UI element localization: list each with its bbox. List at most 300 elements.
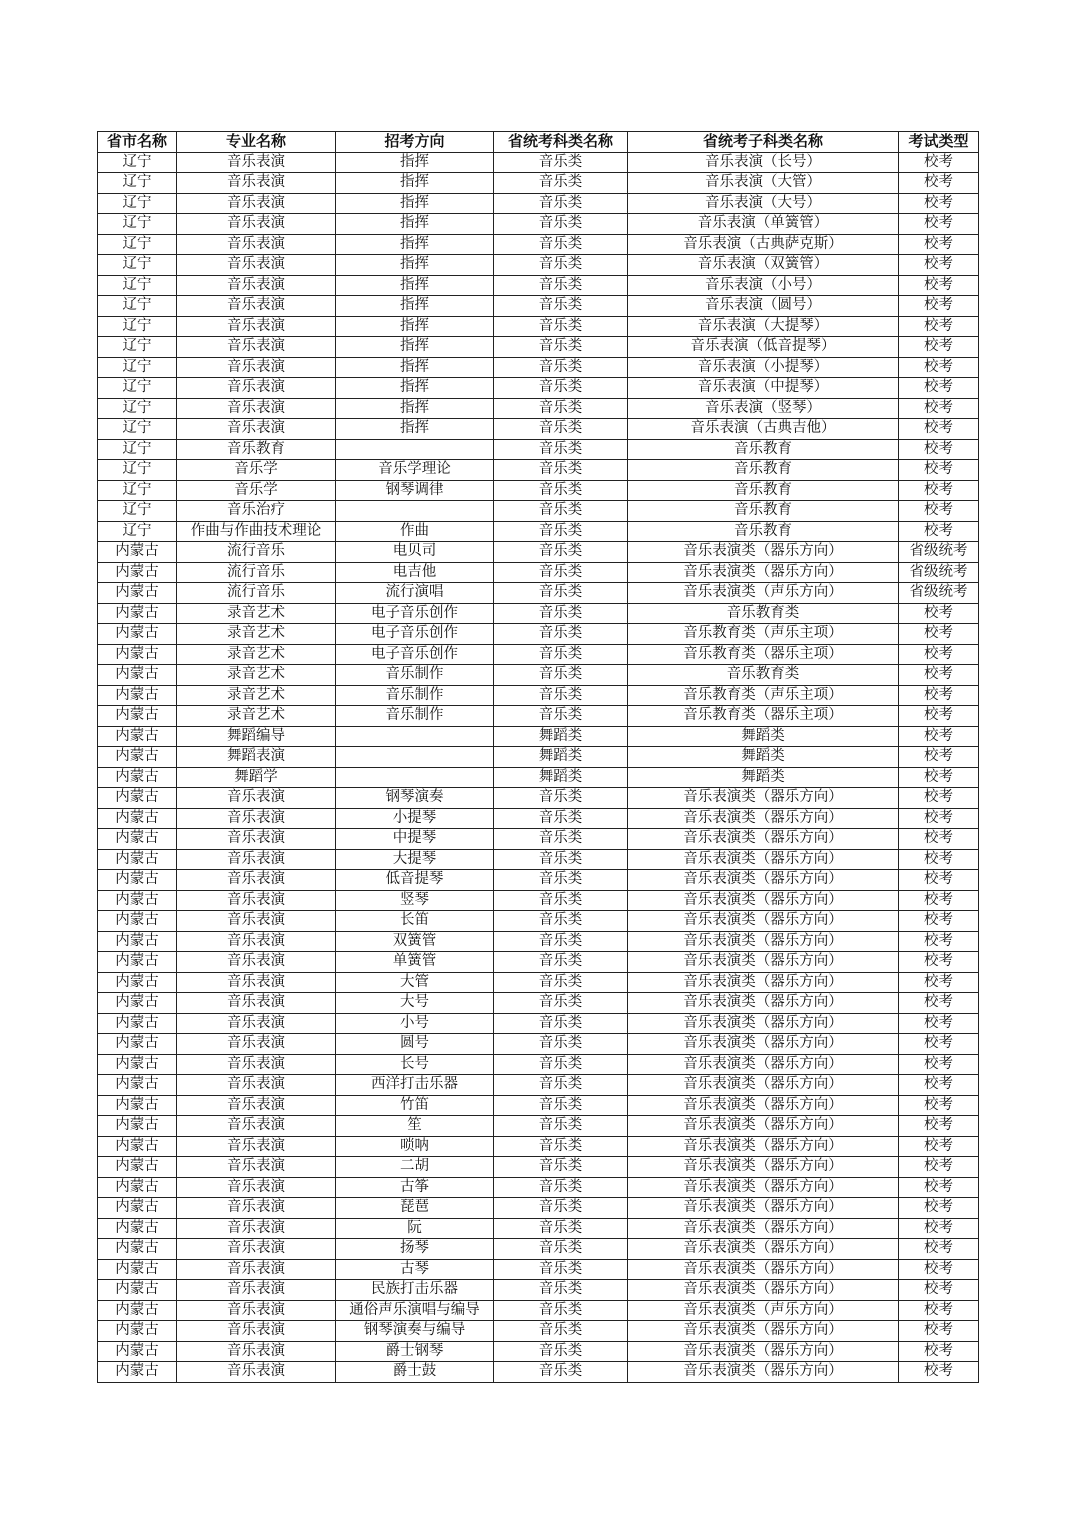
cell-subcategory: 音乐表演（古典萨克斯）	[628, 234, 899, 255]
table-row	[98, 1218, 979, 1239]
cell-province: 内蒙古	[98, 665, 177, 686]
cell-major: 音乐表演	[177, 870, 336, 891]
cell-exam-type: 校考	[899, 275, 979, 296]
cell-major: 音乐表演	[177, 1280, 336, 1301]
cell-exam-type: 校考	[899, 911, 979, 932]
cell-major: 音乐教育	[177, 439, 336, 460]
cell-province: 内蒙古	[98, 911, 177, 932]
cell-province: 内蒙古	[98, 583, 177, 604]
cell-major: 音乐学	[177, 480, 336, 501]
cell-category: 音乐类	[494, 419, 628, 440]
table-row	[98, 480, 979, 501]
cell-exam-type: 校考	[899, 357, 979, 378]
cell-subcategory: 音乐表演类（器乐方向）	[628, 952, 899, 973]
cell-exam-type: 省级统考	[899, 583, 979, 604]
cell-direction: 中提琴	[336, 829, 494, 850]
cell-direction: 指挥	[336, 234, 494, 255]
cell-category: 音乐类	[494, 952, 628, 973]
cell-direction: 指挥	[336, 316, 494, 337]
cell-province: 辽宁	[98, 275, 177, 296]
table-row	[98, 562, 979, 583]
cell-subcategory: 音乐表演（小提琴）	[628, 357, 899, 378]
cell-category: 音乐类	[494, 685, 628, 706]
cell-exam-type: 校考	[899, 1054, 979, 1075]
cell-category: 音乐类	[494, 234, 628, 255]
cell-subcategory: 音乐教育	[628, 501, 899, 522]
table-row	[98, 603, 979, 624]
cell-exam-type: 校考	[899, 870, 979, 891]
cell-exam-type: 校考	[899, 1116, 979, 1137]
cell-province: 内蒙古	[98, 1034, 177, 1055]
cell-subcategory: 音乐表演类（器乐方向）	[628, 911, 899, 932]
cell-direction: 指挥	[336, 337, 494, 358]
cell-category: 音乐类	[494, 173, 628, 194]
cell-major: 音乐治疗	[177, 501, 336, 522]
cell-exam-type: 校考	[899, 1280, 979, 1301]
cell-exam-type: 校考	[899, 378, 979, 399]
table-row	[98, 849, 979, 870]
cell-subcategory: 音乐表演（大提琴）	[628, 316, 899, 337]
cell-subcategory: 音乐表演（小号）	[628, 275, 899, 296]
cell-major: 音乐表演	[177, 1157, 336, 1178]
cell-exam-type: 校考	[899, 480, 979, 501]
cell-exam-type: 校考	[899, 1013, 979, 1034]
cell-subcategory: 音乐表演类（器乐方向）	[628, 870, 899, 891]
cell-province: 辽宁	[98, 378, 177, 399]
table-row	[98, 419, 979, 440]
table-row	[98, 152, 979, 173]
cell-subcategory: 音乐表演类（器乐方向）	[628, 1075, 899, 1096]
cell-category: 音乐类	[494, 275, 628, 296]
cell-province: 辽宁	[98, 193, 177, 214]
cell-direction: 大提琴	[336, 849, 494, 870]
cell-direction	[336, 501, 494, 522]
cell-category: 音乐类	[494, 1054, 628, 1075]
table-row	[98, 460, 979, 481]
cell-major: 音乐表演	[177, 255, 336, 276]
cell-major: 音乐表演	[177, 808, 336, 829]
cell-direction	[336, 439, 494, 460]
cell-province: 内蒙古	[98, 706, 177, 727]
cell-category: 音乐类	[494, 788, 628, 809]
cell-direction: 单簧管	[336, 952, 494, 973]
table-row	[98, 1054, 979, 1075]
cell-province: 内蒙古	[98, 562, 177, 583]
cell-exam-type: 校考	[899, 1075, 979, 1096]
cell-category: 音乐类	[494, 911, 628, 932]
cell-major: 音乐表演	[177, 378, 336, 399]
cell-category: 音乐类	[494, 624, 628, 645]
cell-province: 内蒙古	[98, 952, 177, 973]
cell-major: 录音艺术	[177, 706, 336, 727]
table-row	[98, 1136, 979, 1157]
header-province: 省市名称	[98, 132, 177, 153]
cell-exam-type: 校考	[899, 808, 979, 829]
cell-province: 辽宁	[98, 296, 177, 317]
cell-exam-type: 校考	[899, 1259, 979, 1280]
table-row	[98, 357, 979, 378]
cell-direction: 指挥	[336, 419, 494, 440]
cell-major: 音乐表演	[177, 419, 336, 440]
cell-direction: 电贝司	[336, 542, 494, 563]
cell-subcategory: 音乐表演类（器乐方向）	[628, 1054, 899, 1075]
table-row	[98, 1362, 979, 1383]
cell-exam-type: 校考	[899, 1218, 979, 1239]
table-row	[98, 624, 979, 645]
cell-major: 音乐表演	[177, 1198, 336, 1219]
cell-major: 音乐表演	[177, 1259, 336, 1280]
cell-category: 音乐类	[494, 1362, 628, 1383]
cell-major: 音乐表演	[177, 296, 336, 317]
cell-direction: 大号	[336, 993, 494, 1014]
cell-major: 音乐表演	[177, 337, 336, 358]
table-row	[98, 706, 979, 727]
cell-province: 内蒙古	[98, 542, 177, 563]
cell-province: 辽宁	[98, 173, 177, 194]
cell-exam-type: 校考	[899, 767, 979, 788]
cell-exam-type: 校考	[899, 234, 979, 255]
cell-direction: 竹笛	[336, 1095, 494, 1116]
cell-exam-type: 校考	[899, 747, 979, 768]
cell-subcategory: 音乐表演（古典吉他）	[628, 419, 899, 440]
table-row	[98, 1157, 979, 1178]
cell-province: 内蒙古	[98, 870, 177, 891]
cell-category: 音乐类	[494, 542, 628, 563]
cell-category: 舞蹈类	[494, 747, 628, 768]
cell-province: 内蒙古	[98, 1054, 177, 1075]
cell-direction: 音乐制作	[336, 685, 494, 706]
cell-major: 音乐表演	[177, 1116, 336, 1137]
cell-exam-type: 校考	[899, 316, 979, 337]
cell-subcategory: 音乐表演类（器乐方向）	[628, 1280, 899, 1301]
cell-province: 内蒙古	[98, 747, 177, 768]
cell-exam-type: 校考	[899, 788, 979, 809]
cell-direction: 古筝	[336, 1177, 494, 1198]
cell-major: 录音艺术	[177, 644, 336, 665]
cell-direction: 大管	[336, 972, 494, 993]
cell-category: 音乐类	[494, 1300, 628, 1321]
cell-province: 内蒙古	[98, 726, 177, 747]
cell-major: 音乐表演	[177, 1075, 336, 1096]
cell-subcategory: 舞蹈类	[628, 726, 899, 747]
table-row	[98, 1321, 979, 1342]
cell-subcategory: 音乐表演（大号）	[628, 193, 899, 214]
cell-category: 音乐类	[494, 603, 628, 624]
cell-direction: 民族打击乐器	[336, 1280, 494, 1301]
cell-category: 音乐类	[494, 398, 628, 419]
cell-exam-type: 校考	[899, 665, 979, 686]
cell-direction	[336, 767, 494, 788]
cell-direction: 指挥	[336, 152, 494, 173]
cell-exam-type: 校考	[899, 1300, 979, 1321]
cell-subcategory: 音乐表演（大管）	[628, 173, 899, 194]
cell-major: 舞蹈表演	[177, 747, 336, 768]
cell-major: 音乐表演	[177, 1341, 336, 1362]
cell-direction: 古琴	[336, 1259, 494, 1280]
cell-major: 音乐表演	[177, 316, 336, 337]
table-row	[98, 952, 979, 973]
cell-category: 音乐类	[494, 1321, 628, 1342]
cell-category: 音乐类	[494, 1095, 628, 1116]
cell-exam-type: 省级统考	[899, 562, 979, 583]
cell-category: 音乐类	[494, 501, 628, 522]
cell-subcategory: 音乐表演类（器乐方向）	[628, 931, 899, 952]
cell-category: 音乐类	[494, 972, 628, 993]
cell-direction: 指挥	[336, 357, 494, 378]
cell-subcategory: 音乐教育类（器乐主项）	[628, 644, 899, 665]
cell-category: 音乐类	[494, 931, 628, 952]
cell-province: 内蒙古	[98, 1136, 177, 1157]
cell-category: 音乐类	[494, 1157, 628, 1178]
cell-subcategory: 音乐表演（竖琴）	[628, 398, 899, 419]
cell-direction: 指挥	[336, 275, 494, 296]
cell-exam-type: 校考	[899, 214, 979, 235]
cell-exam-type: 校考	[899, 1157, 979, 1178]
cell-category: 音乐类	[494, 993, 628, 1014]
admissions-table	[97, 131, 979, 1383]
cell-major: 音乐表演	[177, 788, 336, 809]
cell-major: 音乐表演	[177, 275, 336, 296]
table-row	[98, 931, 979, 952]
cell-direction: 电子音乐创作	[336, 644, 494, 665]
cell-direction: 扬琴	[336, 1239, 494, 1260]
cell-category: 音乐类	[494, 193, 628, 214]
table-row	[98, 890, 979, 911]
cell-direction: 钢琴演奏与编导	[336, 1321, 494, 1342]
cell-province: 辽宁	[98, 419, 177, 440]
cell-direction: 通俗声乐演唱与编导	[336, 1300, 494, 1321]
cell-subcategory: 音乐表演类（器乐方向）	[628, 1321, 899, 1342]
table-row	[98, 767, 979, 788]
cell-subcategory: 音乐表演类（器乐方向）	[628, 1034, 899, 1055]
cell-category: 音乐类	[494, 665, 628, 686]
table-row	[98, 1095, 979, 1116]
cell-subcategory: 音乐表演（长号）	[628, 152, 899, 173]
cell-subcategory: 音乐教育	[628, 521, 899, 542]
cell-direction	[336, 726, 494, 747]
cell-exam-type: 校考	[899, 624, 979, 645]
cell-province: 内蒙古	[98, 685, 177, 706]
table-row	[98, 214, 979, 235]
cell-major: 音乐表演	[177, 1054, 336, 1075]
cell-major: 音乐表演	[177, 849, 336, 870]
cell-subcategory: 音乐表演类（器乐方向）	[628, 1239, 899, 1260]
table-row	[98, 255, 979, 276]
cell-exam-type: 校考	[899, 685, 979, 706]
cell-subcategory: 音乐表演类（器乐方向）	[628, 1198, 899, 1219]
cell-exam-type: 校考	[899, 849, 979, 870]
cell-direction: 爵士钢琴	[336, 1341, 494, 1362]
table-row	[98, 1116, 979, 1137]
cell-category: 音乐类	[494, 1075, 628, 1096]
cell-major: 音乐表演	[177, 1177, 336, 1198]
cell-direction: 琵琶	[336, 1198, 494, 1219]
cell-exam-type: 校考	[899, 952, 979, 973]
cell-province: 辽宁	[98, 337, 177, 358]
table-row	[98, 1013, 979, 1034]
cell-exam-type: 校考	[899, 603, 979, 624]
table-row	[98, 1034, 979, 1055]
cell-subcategory: 舞蹈类	[628, 747, 899, 768]
cell-direction: 笙	[336, 1116, 494, 1137]
cell-category: 音乐类	[494, 870, 628, 891]
cell-subcategory: 音乐表演类（器乐方向）	[628, 1218, 899, 1239]
table-row	[98, 337, 979, 358]
cell-province: 辽宁	[98, 460, 177, 481]
cell-category: 音乐类	[494, 1013, 628, 1034]
table-row	[98, 644, 979, 665]
cell-exam-type: 校考	[899, 644, 979, 665]
table-row	[98, 542, 979, 563]
cell-subcategory: 音乐表演类（器乐方向）	[628, 993, 899, 1014]
cell-exam-type: 校考	[899, 972, 979, 993]
cell-subcategory: 音乐表演类（器乐方向）	[628, 1095, 899, 1116]
cell-subcategory: 音乐教育	[628, 460, 899, 481]
cell-major: 音乐表演	[177, 1034, 336, 1055]
cell-subcategory: 舞蹈类	[628, 767, 899, 788]
table-row	[98, 398, 979, 419]
table-row	[98, 521, 979, 542]
cell-major: 音乐表演	[177, 357, 336, 378]
cell-exam-type: 校考	[899, 152, 979, 173]
cell-category: 音乐类	[494, 521, 628, 542]
cell-direction: 指挥	[336, 378, 494, 399]
cell-subcategory: 音乐表演（低音提琴）	[628, 337, 899, 358]
cell-major: 舞蹈学	[177, 767, 336, 788]
cell-exam-type: 校考	[899, 1239, 979, 1260]
cell-category: 音乐类	[494, 1341, 628, 1362]
cell-category: 音乐类	[494, 460, 628, 481]
cell-subcategory: 音乐表演类（器乐方向）	[628, 829, 899, 850]
cell-subcategory: 音乐教育类	[628, 665, 899, 686]
cell-subcategory: 音乐表演（双簧管）	[628, 255, 899, 276]
cell-category: 音乐类	[494, 255, 628, 276]
cell-direction: 二胡	[336, 1157, 494, 1178]
cell-major: 音乐表演	[177, 234, 336, 255]
cell-direction: 电吉他	[336, 562, 494, 583]
cell-category: 音乐类	[494, 296, 628, 317]
cell-category: 音乐类	[494, 439, 628, 460]
cell-direction: 阮	[336, 1218, 494, 1239]
cell-category: 音乐类	[494, 1177, 628, 1198]
table-row	[98, 1075, 979, 1096]
cell-major: 音乐学	[177, 460, 336, 481]
cell-major: 音乐表演	[177, 1239, 336, 1260]
header-major: 专业名称	[177, 132, 336, 153]
cell-province: 内蒙古	[98, 993, 177, 1014]
table-row	[98, 870, 979, 891]
cell-subcategory: 音乐表演类（器乐方向）	[628, 1341, 899, 1362]
cell-exam-type: 校考	[899, 501, 979, 522]
cell-subcategory: 音乐表演类（声乐方向）	[628, 1300, 899, 1321]
cell-province: 内蒙古	[98, 1177, 177, 1198]
cell-province: 辽宁	[98, 234, 177, 255]
cell-province: 内蒙古	[98, 1280, 177, 1301]
table-row	[98, 583, 979, 604]
cell-province: 内蒙古	[98, 1013, 177, 1034]
cell-direction: 长笛	[336, 911, 494, 932]
header-direction: 招考方向	[336, 132, 494, 153]
cell-exam-type: 校考	[899, 890, 979, 911]
cell-category: 音乐类	[494, 829, 628, 850]
cell-province: 辽宁	[98, 439, 177, 460]
cell-subcategory: 音乐教育类（声乐主项）	[628, 624, 899, 645]
table-header	[98, 132, 979, 153]
cell-exam-type: 校考	[899, 398, 979, 419]
cell-major: 舞蹈编导	[177, 726, 336, 747]
cell-direction: 音乐学理论	[336, 460, 494, 481]
cell-subcategory: 音乐表演类（器乐方向）	[628, 1136, 899, 1157]
cell-subcategory: 音乐表演类（器乐方向）	[628, 808, 899, 829]
cell-major: 音乐表演	[177, 214, 336, 235]
cell-direction: 唢呐	[336, 1136, 494, 1157]
cell-exam-type: 校考	[899, 1177, 979, 1198]
cell-category: 音乐类	[494, 808, 628, 829]
cell-province: 内蒙古	[98, 1259, 177, 1280]
cell-exam-type: 校考	[899, 193, 979, 214]
cell-province: 内蒙古	[98, 603, 177, 624]
cell-subcategory: 音乐表演类（器乐方向）	[628, 788, 899, 809]
cell-province: 内蒙古	[98, 1321, 177, 1342]
cell-direction: 钢琴演奏	[336, 788, 494, 809]
cell-category: 音乐类	[494, 644, 628, 665]
cell-major: 音乐表演	[177, 1362, 336, 1383]
cell-province: 辽宁	[98, 480, 177, 501]
table-row	[98, 665, 979, 686]
cell-category: 音乐类	[494, 1218, 628, 1239]
table-row	[98, 685, 979, 706]
cell-subcategory: 音乐表演类（声乐方向）	[628, 583, 899, 604]
cell-province: 内蒙古	[98, 808, 177, 829]
cell-category: 音乐类	[494, 1280, 628, 1301]
cell-province: 内蒙古	[98, 1218, 177, 1239]
table-row	[98, 501, 979, 522]
cell-exam-type: 校考	[899, 1321, 979, 1342]
cell-major: 音乐表演	[177, 829, 336, 850]
cell-subcategory: 音乐表演类（器乐方向）	[628, 542, 899, 563]
cell-province: 辽宁	[98, 398, 177, 419]
table-row	[98, 788, 979, 809]
cell-exam-type: 省级统考	[899, 542, 979, 563]
cell-province: 辽宁	[98, 357, 177, 378]
cell-direction: 竖琴	[336, 890, 494, 911]
cell-subcategory: 音乐表演类（器乐方向）	[628, 972, 899, 993]
cell-major: 音乐表演	[177, 931, 336, 952]
cell-major: 音乐表演	[177, 1136, 336, 1157]
cell-category: 音乐类	[494, 583, 628, 604]
cell-province: 内蒙古	[98, 890, 177, 911]
cell-major: 录音艺术	[177, 603, 336, 624]
cell-province: 内蒙古	[98, 1239, 177, 1260]
cell-direction: 爵士鼓	[336, 1362, 494, 1383]
cell-major: 音乐表演	[177, 1218, 336, 1239]
cell-province: 内蒙古	[98, 849, 177, 870]
cell-major: 音乐表演	[177, 173, 336, 194]
table-row	[98, 808, 979, 829]
cell-subcategory: 音乐表演类（器乐方向）	[628, 1177, 899, 1198]
cell-direction: 小号	[336, 1013, 494, 1034]
cell-exam-type: 校考	[899, 337, 979, 358]
cell-province: 内蒙古	[98, 1362, 177, 1383]
cell-province: 内蒙古	[98, 624, 177, 645]
cell-direction: 指挥	[336, 214, 494, 235]
cell-exam-type: 校考	[899, 296, 979, 317]
table-row	[98, 993, 979, 1014]
cell-subcategory: 音乐表演类（器乐方向）	[628, 1116, 899, 1137]
cell-subcategory: 音乐表演类（器乐方向）	[628, 562, 899, 583]
cell-province: 内蒙古	[98, 931, 177, 952]
table-row	[98, 829, 979, 850]
